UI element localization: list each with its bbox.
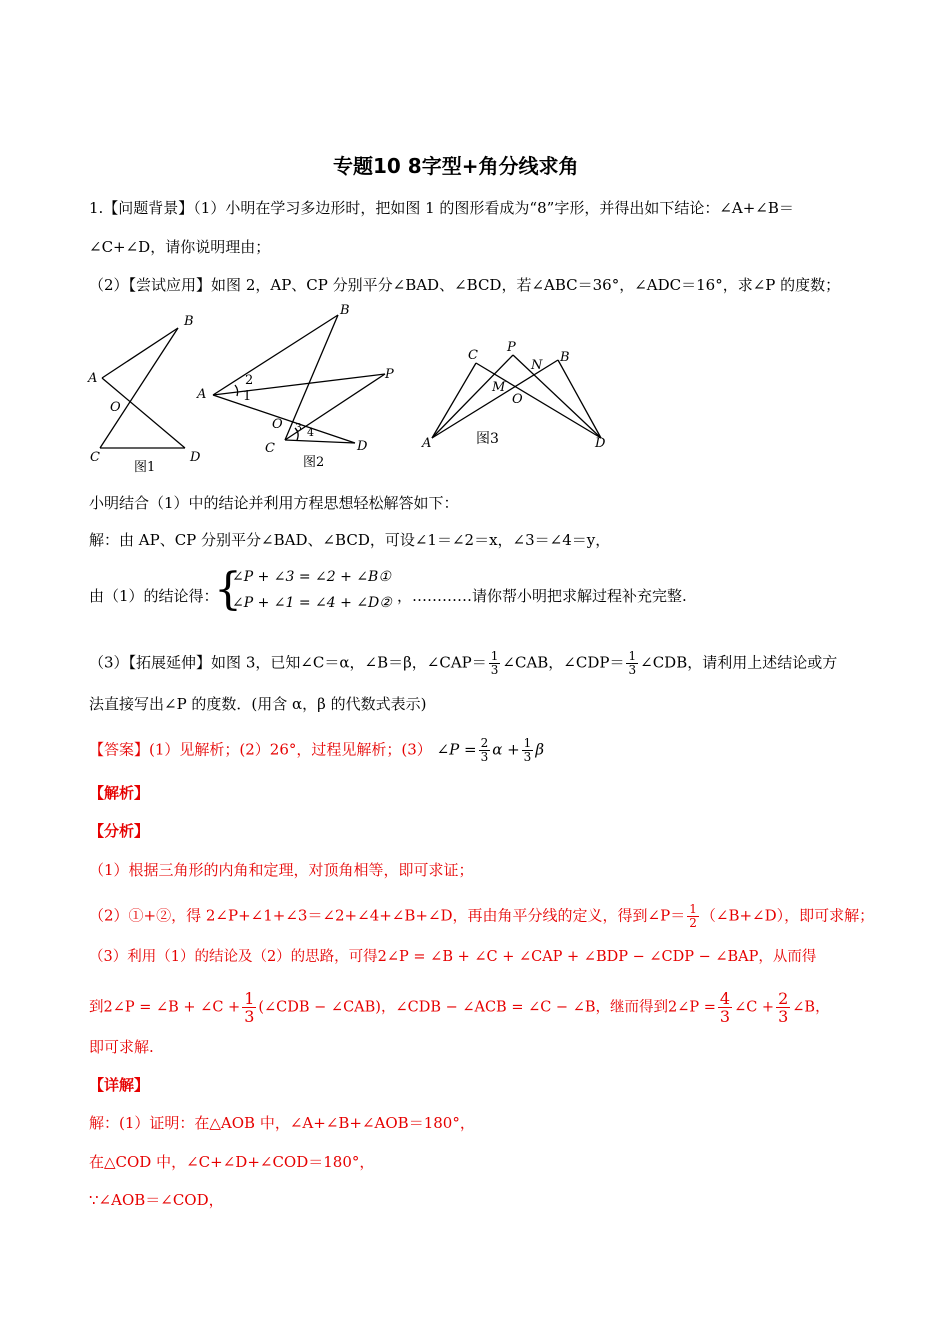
fig2-label-b: B xyxy=(340,303,350,318)
analysis-p3-text-1: 到2∠P = ∠B + ∠C + xyxy=(89,999,241,1016)
analysis-p3-text-3: ∠C + xyxy=(734,999,775,1016)
page-title: 专题10 8字型+角分线求角 xyxy=(333,154,579,178)
fig3-label-p: P xyxy=(507,340,516,355)
fig2-label-p: P xyxy=(385,367,394,382)
analysis-p3-fraction-3: $\frac{2}{3}$ xyxy=(778,989,789,1026)
fig1-label-d: D xyxy=(190,450,201,465)
detail-line1: 解：(1）证明：在△AOB 中，∠A+∠B+∠AOB＝180°， xyxy=(89,1114,475,1132)
answer-formula-a: ∠P = xyxy=(436,740,477,759)
answer-formula-c: β xyxy=(535,740,544,759)
fig3-label-a: A xyxy=(422,436,432,451)
detail-line3: ∵∠AOB＝∠COD， xyxy=(89,1191,224,1209)
q3-fraction-2: $\frac{1}{3}$ xyxy=(628,649,637,677)
figure-2 xyxy=(195,300,410,472)
equation-1: ∠P + ∠3 = ∠2 + ∠B① xyxy=(232,569,391,585)
fig2-label-4: 4 xyxy=(307,426,314,439)
analysis-p3-fraction-1: $\frac{1}{3}$ xyxy=(244,989,255,1026)
fig3-label-d: D xyxy=(595,436,606,451)
figure-3 xyxy=(418,335,618,453)
answer-fraction-2: $\frac{1}{3}$ xyxy=(523,736,532,764)
solution-intro-2: 解：由 AP、CP 分别平分∠BAD、∠BCD，可设∠1＝∠2＝x，∠3＝∠4＝y， xyxy=(89,531,611,549)
solution-intro-1: 小明结合（1）中的结论并利用方程思想轻松解答如下： xyxy=(89,494,459,512)
answer-fraction-1: $\frac{2}{3}$ xyxy=(480,736,489,764)
q1-line2: ∠C+∠D，请你说明理由； xyxy=(89,238,271,256)
fig3-label-c: C xyxy=(468,348,478,363)
solution-intro-3-prefix: 由（1）的结论得： xyxy=(89,587,219,605)
detail-heading: 【详解】 xyxy=(89,1076,150,1094)
fig2-label-d: D xyxy=(357,439,368,454)
q3-line2: 法直接写出∠P 的度数．(用含 α，β 的代数式表示) xyxy=(89,695,427,713)
analysis-p2-fraction: $\frac{1}{2}$ xyxy=(689,902,697,930)
q3-fraction-1: $\frac{1}{3}$ xyxy=(490,649,499,677)
analysis-p2-text-a: （2）①+②，得 2∠P+∠1+∠3＝∠2+∠4+∠B+∠D，再由角平分线的定义，得到∠P＝ xyxy=(89,906,686,925)
q3-line1 xyxy=(89,650,837,677)
analysis-p3-line3: 即可求解. xyxy=(89,1038,154,1056)
fig1-label-b: B xyxy=(184,314,194,329)
q3-text-b: ∠CAB，∠CDP＝ xyxy=(502,653,625,672)
fig3-label-b: B xyxy=(560,350,570,365)
q3-text-a: （3）【拓展延伸】如图 3，已知∠C＝α，∠B＝β，∠CAP＝ xyxy=(89,653,487,672)
analysis-p3-fraction-2: $\frac{4}{3}$ xyxy=(719,989,731,1026)
fig2-label-2: 2 xyxy=(245,373,254,388)
fig3-label-o: O xyxy=(512,392,523,407)
analysis-p3-line1: （3）利用（1）的结论及（2）的思路，可得2∠P = ∠B + ∠C + ∠CAP + ∠BDP − ∠CDP − ∠BAP，从而得 xyxy=(89,949,817,965)
answer-line xyxy=(89,737,544,764)
fig1-caption: 图1 xyxy=(134,460,156,473)
solution-intro-3-suffix: ，…………请你帮小明把求解过程补充完整. xyxy=(397,587,687,605)
equation-2: ∠P + ∠1 = ∠4 + ∠D② xyxy=(232,595,392,611)
answer-prefix: 【答案】(1）见解析；(2）26°，过程见解析；(3） xyxy=(89,740,432,759)
fig2-label-a: A xyxy=(197,387,207,402)
fig2-label-c: C xyxy=(265,441,275,456)
fig2-label-3: 3 xyxy=(295,421,302,434)
analysis-p2-text-b: （∠B+∠D），即可求解； xyxy=(700,906,875,925)
analysis-p1: （1）根据三角形的内角和定理，对顶角相等，即可求证； xyxy=(89,861,474,879)
fig3-caption: 图3 xyxy=(476,431,499,447)
equation-brace: { xyxy=(214,564,242,615)
detail-line2: 在△COD 中，∠C+∠D+∠COD＝180°， xyxy=(89,1153,375,1171)
fig1-label-o: O xyxy=(110,400,121,415)
analysis-p3-line2 xyxy=(89,990,830,1025)
fig3-label-m: M xyxy=(492,380,506,395)
analysis-p3-text-2: (∠CDB − ∠CAB)，∠CDB − ∠ACB = ∠C − ∠B，继而得到2∠P = xyxy=(258,999,716,1016)
fig2-label-1: 1 xyxy=(243,389,252,404)
answer-formula-b: α + xyxy=(492,740,520,759)
analysis-p2 xyxy=(89,903,874,930)
q1-line3: （2）【尝试应用】如图 2，AP、CP 分别平分∠BAD、∠BCD，若∠ABC＝36°，∠ADC＝16°，求∠P 的度数； xyxy=(89,276,841,294)
fig2-label-o: O xyxy=(272,417,283,432)
q3-text-c: ∠CDB，请利用上述结论或方 xyxy=(640,653,838,672)
jiexi-heading: 【解析】 xyxy=(89,784,150,802)
fig3-label-n: N xyxy=(531,358,543,373)
fig1-label-c: C xyxy=(90,450,100,465)
fenxi-heading: 【分析】 xyxy=(89,822,150,840)
q1-line1: 1.【问题背景】（1）小明在学习多边形时，把如图 1 的图形看成为“8”字形，并得出如下结论：∠A+∠B＝ xyxy=(89,199,794,217)
analysis-p3-text-4: ∠B， xyxy=(792,999,830,1016)
fig1-label-a: A xyxy=(88,371,98,386)
fig2-caption: 图2 xyxy=(303,455,325,470)
